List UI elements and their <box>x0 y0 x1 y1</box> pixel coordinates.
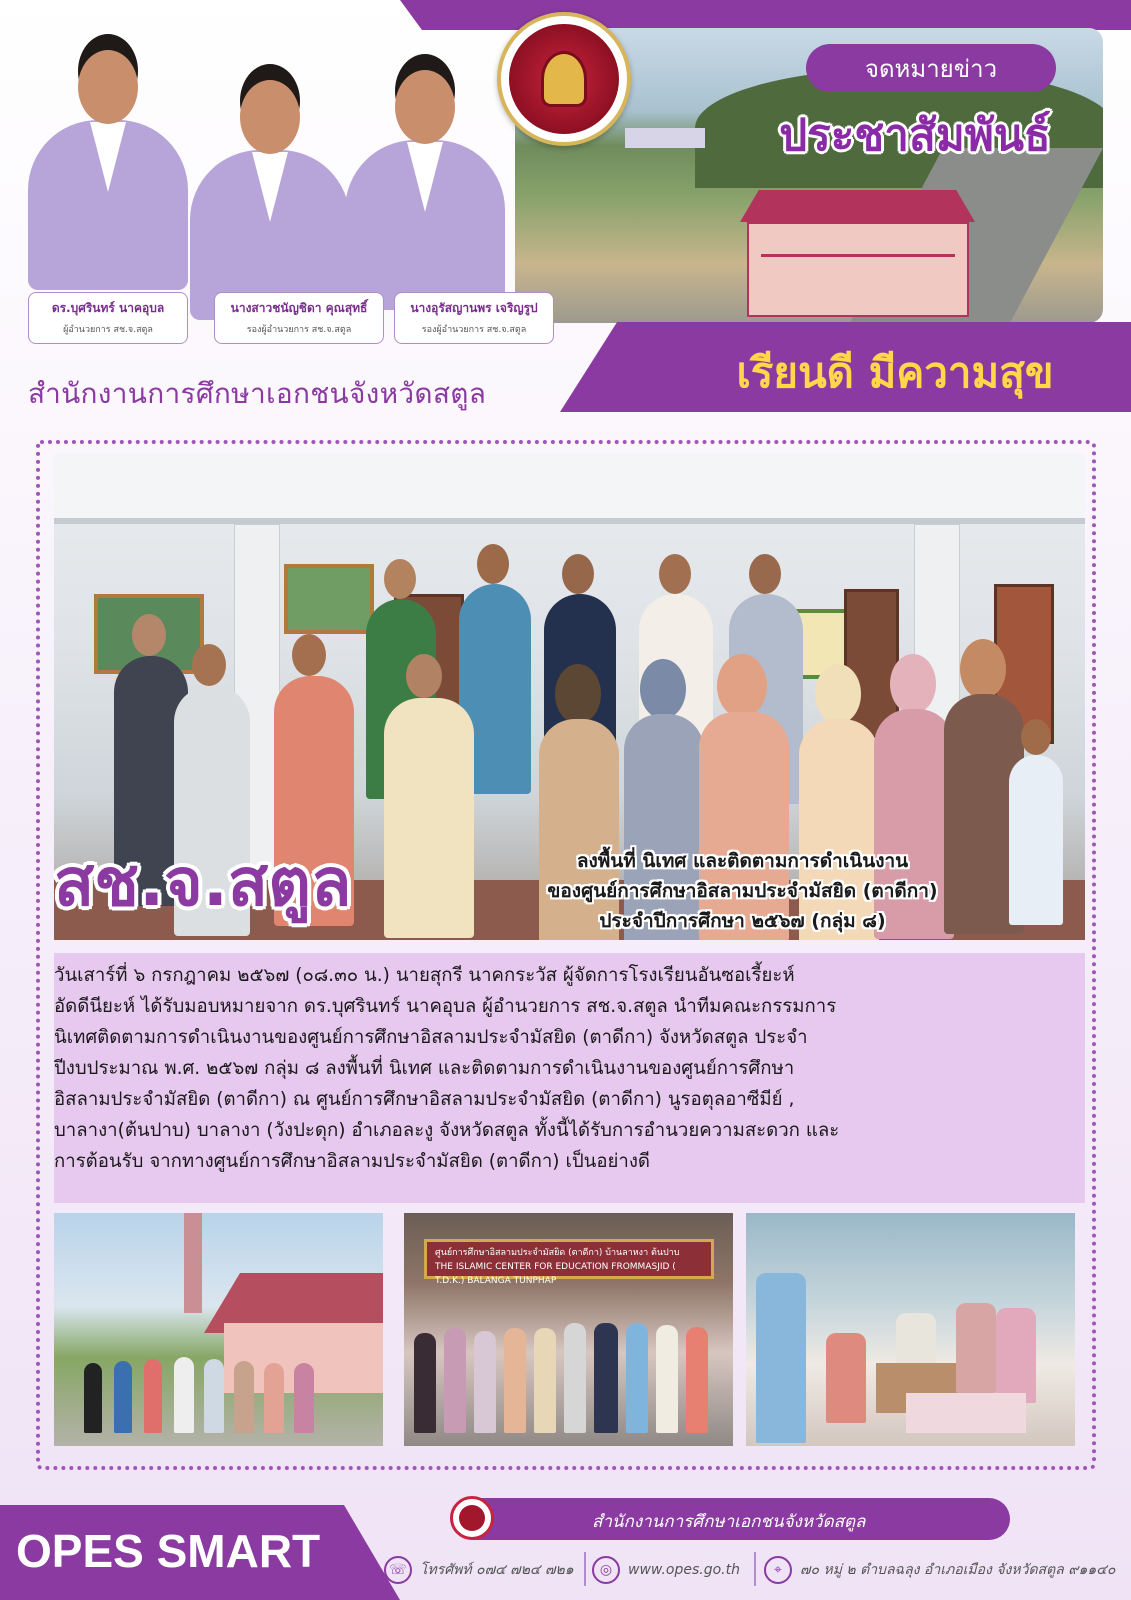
contact-phone[interactable] <box>384 1555 574 1585</box>
photo-mosque-visit <box>54 1213 383 1446</box>
news-body <box>54 960 1082 1177</box>
executive-position: ผู้อำนวยการ สช.จ.สตูล <box>63 325 153 335</box>
body-line: อัดดีนียะห์ ได้รับมอบหมายจาก ดร.บุศรินทร์ นาคอุบล ผู้อำนวยการ สช.จ.สตูล นำทีมคณะกรรมการ <box>54 996 837 1017</box>
caption-line: ของศูนย์การศึกษาอิสลามประจำมัสยิด (ตาดีกา) <box>547 880 938 902</box>
caption-line: ประจำปีการศึกษา ๒๕๖๗ (กลุ่ม ๘) <box>599 910 886 932</box>
executive-figure <box>180 50 360 320</box>
executive-name: ดร.บุศรินทร์ นาคอุบล <box>51 301 165 315</box>
brand-heading: สช.จ.สตูล <box>54 844 352 921</box>
executive-name: นางอุรัสญานพร เจริญรูป <box>410 301 538 315</box>
newsletter-label: จดหมายข่าว <box>806 44 1056 92</box>
caption-line: ลงพื้นที่ นิเทศ และติดตามการดำเนินงาน <box>576 850 909 872</box>
footer-seal-logo <box>450 1496 494 1540</box>
body-line: อิสลามประจำมัสยิด (ตาดีกา) ณ ศูนย์การศึกษาอิสลามประจำมัสยิด (ตาดีกา) นูรอตุลอาซีมีย์ , <box>54 1089 795 1110</box>
executive-position: รองผู้อำนวยการ สช.จ.สตูล <box>421 325 527 335</box>
executive-namecard <box>394 292 554 344</box>
news-caption <box>460 846 1025 936</box>
sign-thai-text: ศูนย์การศึกษาอิสลามประจำมัสยิด (ตาดีกา) บ้านลาหงา ต้นปาบ <box>435 1248 680 1258</box>
opes-seal-logo <box>497 12 631 146</box>
phone-text: โทรศัพท์ ๐๗๔ ๗๒๔ ๗๒๑ <box>420 1562 574 1578</box>
footer-brand: OPES SMART <box>16 1525 321 1577</box>
globe-icon: ◎ <box>592 1556 620 1584</box>
executive-figure <box>18 20 198 290</box>
location-pin-icon: ⌖ <box>764 1556 792 1584</box>
phone-icon: ☏ <box>384 1556 412 1584</box>
sign-english-text: THE ISLAMIC CENTER FOR EDUCATION FROMMASJID ( T.D.K.) BALANGA TUNPHAP <box>435 1262 676 1286</box>
photo-meeting-room <box>746 1213 1075 1446</box>
executive-namecard <box>28 292 188 344</box>
body-line: วันเสาร์ที่ ๖ กรกฎาคม ๒๕๖๗ (๐๘.๓๐ น.) นายสุกรี นาคกระวัส ผู้จัดการโรงเรียนอันซอเรี้ยะห์ <box>54 965 795 986</box>
address-text: ๗๐ หมู่ ๒ ตำบลฉลุง อำเภอเมือง จังหวัดสตูล ๙๑๑๔๐ <box>800 1562 1116 1578</box>
page-title: ประชาสัมพันธ์ <box>779 110 1051 161</box>
executive-figure <box>335 40 515 310</box>
body-line: บาลางา(ต้นปาบ) บาลางา (วังปะดุก) อำเภอละงู จังหวัดสตูล ทั้งนี้ได้รับการอำนวยความสะดวก และ <box>54 1120 840 1141</box>
executive-namecard <box>214 292 384 344</box>
contact-address <box>764 1555 1115 1585</box>
body-line: ปีงบประมาณ พ.ศ. ๒๕๖๗ กลุ่ม ๘ ลงพื้นที่ นิเทศ และติดตามการดำเนินงานของศูนย์การศึกษา <box>54 1058 795 1079</box>
body-line: การต้อนรับ จากทางศูนย์การศึกษาอิสลามประจำมัสยิด (ตาดีกา) เป็นอย่างดี <box>54 1151 650 1172</box>
body-line: นิเทศติดตามการดำเนินงานของศูนย์การศึกษาอิสลามประจำมัสยิด (ตาดีกา) จังหวัดสตูล ประจำ <box>54 1027 808 1048</box>
footer-office-name: สำนักงานการศึกษาเอกชนจังหวัดสตูล <box>592 1512 866 1532</box>
footer-office-bar <box>452 1498 1010 1540</box>
photo-center-sign <box>404 1213 733 1446</box>
slogan-text: เรียนดี มีความสุข <box>736 348 1054 397</box>
center-signboard <box>424 1239 714 1286</box>
executive-position: รองผู้อำนวยการ สช.จ.สตูล <box>246 325 352 335</box>
contact-website[interactable] <box>592 1555 740 1585</box>
executive-name: นางสาวชนัญชิดา คุณสุทธิ์ <box>230 301 368 315</box>
website-text: www.opes.go.th <box>628 1562 740 1578</box>
office-name: สำนักงานการศึกษาเอกชนจังหวัดสตูล <box>28 377 487 410</box>
